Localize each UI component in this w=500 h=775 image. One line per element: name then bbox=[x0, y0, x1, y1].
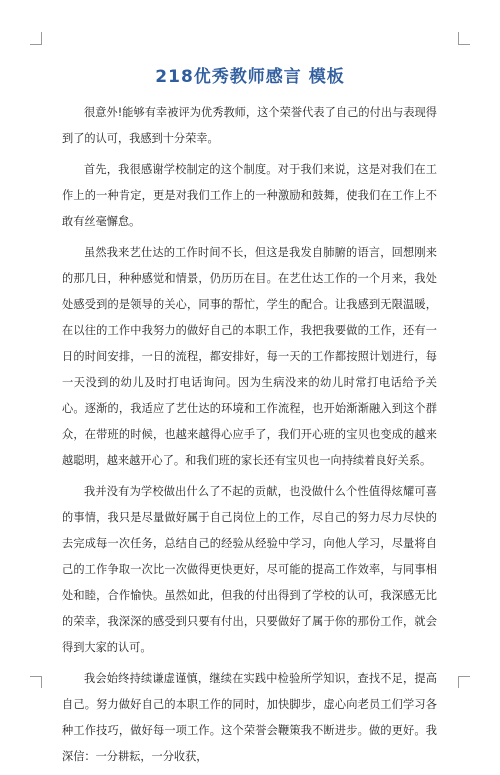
paragraph: 很意外!能够有幸被评为优秀教师，这个荣誉代表了自己的付出与表现得到了的认可，我感到十分荣幸。 bbox=[62, 106, 437, 145]
crop-mark-top-left bbox=[41, 32, 42, 44]
crop-mark-bottom-left bbox=[41, 676, 42, 688]
document-body bbox=[62, 100, 437, 775]
paragraph: 我会始终持续谦虚谨慎，继续在实践中检验所学知识，查找不足，提高自己。努力做好自己的本职工作的同时，加快脚步，虚心向老员工们学习各种工作技巧，做好每一项工作。这个荣誉会鞭策我不断进步。做的更好。我深信：一分耕耘，一分收获， bbox=[62, 672, 437, 763]
crop-mark-top-right bbox=[458, 32, 459, 44]
paragraph: 我并没有为学校做出什么了不起的贡献，也没做什么个性值得炫耀可喜的事情，我只是尽量做好属于自己岗位上的工作，尽自己的努力尽力尽快的去完成每一次任务，总结自己的经验从经验中学习，向他人学习，尽量将自己的工作争取一次比一次做得更快更好，尽可能的提高工作效率，与同事相处和睦，合作愉快。虽然如此，但我的付出得到了学校的认可，我深感无比的荣幸，我深深的感受到只要有付出，只要做好了属于你的那份工作，就会得到大家的认可。 bbox=[62, 485, 437, 654]
document-title: 218优秀教师感言 模板 bbox=[155, 67, 345, 87]
paragraph: 首先，我很感谢学校制定的这个制度。对于我们来说，这是对我们在工作上的一种肯定，更是对我们工作上的一种激励和鼓舞，使我们在工作上不敢有丝毫懈怠。 bbox=[62, 163, 437, 228]
paragraph: 虽然我来艺仕达的工作时间不长，但这是我发自肺腑的语言，回想刚来的那几日，种种感觉和情景，仍历历在目。在艺仕达工作的一个月来，我处处感受到的是领导的关心，同事的帮忙，学生的配合。让我感到无限温暖，在以往的工作中我努力的做好自己的本职工作，我把我要做的工作，还有一日的时间安排，一日的流程，都安排好，每一天的工作都按照计划进行，每一天没到的幼儿及时打电话询问。因为生病没来的幼儿时常打电话给予关心。逐渐的，我适应了艺仕达的环境和工作流程，也开始渐渐融入到这个群众，在带班的时候，也越来越得心应手了，我们开心班的宝贝也变成的越来越聪明，越来越开心了。和我们班的家长还有宝贝也一向持续着良好关系。 bbox=[62, 246, 437, 467]
crop-mark-bottom-right bbox=[458, 676, 459, 688]
crop-mark-top-right bbox=[458, 44, 470, 45]
crop-mark-top-left bbox=[30, 44, 42, 45]
crop-mark-bottom-right bbox=[458, 676, 470, 677]
